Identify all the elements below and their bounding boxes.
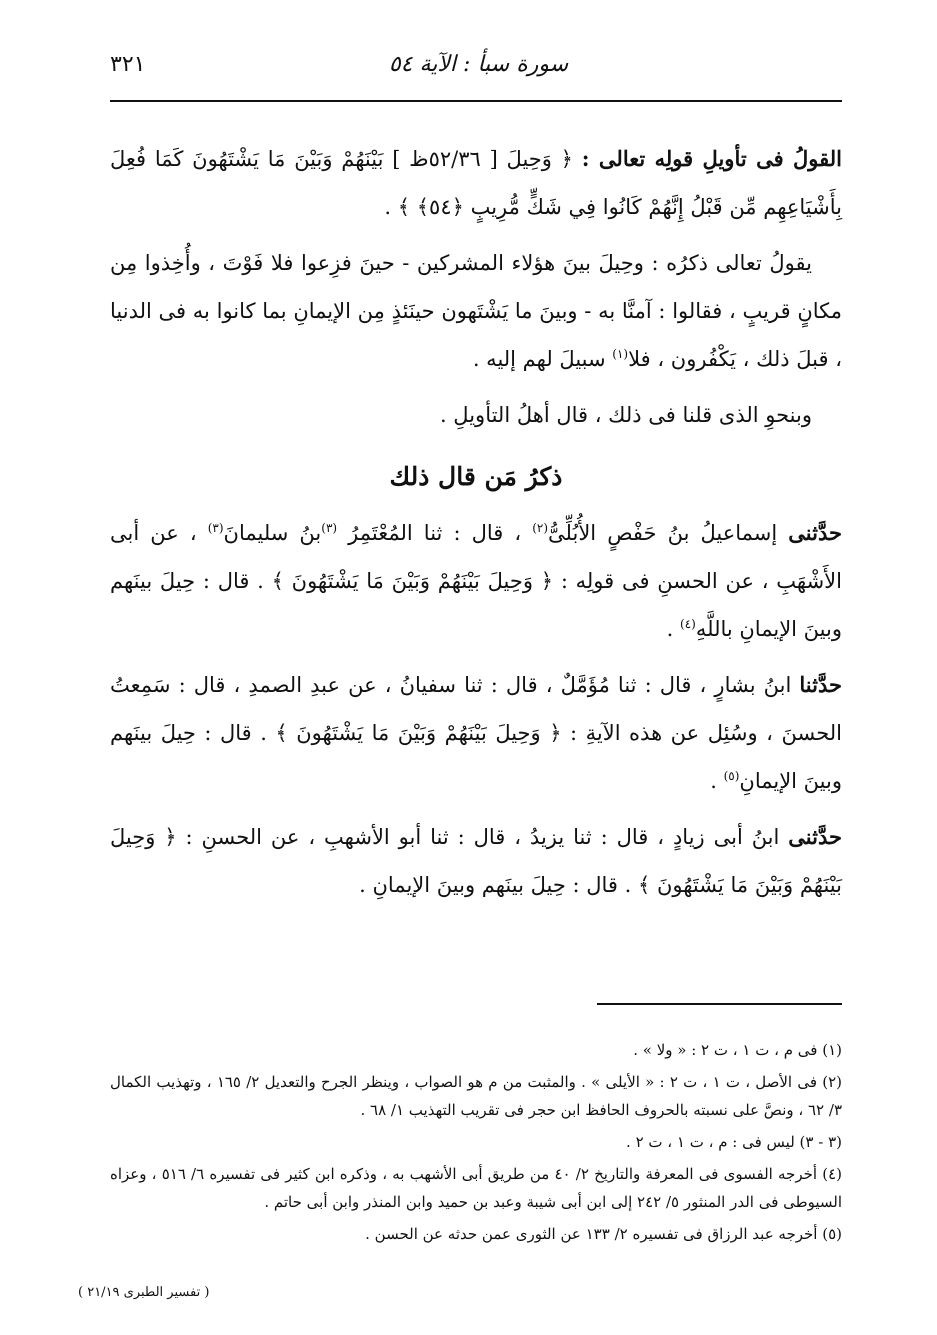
paragraph-text: يقولُ تعالى ذكرُه : وحِيلَ بينَ هؤلاء المشركين - حينَ فزِعوا فلا فَوْتَ ، وأُخِذوا مِن مكانٍ قريبٍ ، فقالوا : آمنَّا به - وبينَ ما يَشْتَهون حينَئذٍ مِن الإيمانِ بما كانوا به فى الدنيا ، قبلَ ذلك ، يَكْفُرون ، فلا bbox=[110, 251, 842, 371]
section-heading: ذكرُ مَن قال ذلك bbox=[389, 462, 563, 491]
commentary-heading-paragraph bbox=[110, 135, 842, 231]
commentary-paragraph bbox=[110, 391, 842, 439]
narration-text: إسماعيلُ بنُ حَفْصٍ الأُبُلِّىُّ bbox=[548, 521, 789, 545]
paragraph-tail: سبيلَ لهم إليه . bbox=[472, 347, 613, 371]
footnote: (٥) أخرجه عبد الرزاق فى تفسيره ٢/ ١٣٣ عن الثورى عمن حدثه عن الحسن . bbox=[365, 1225, 842, 1243]
narration-text: ابنُ بشارٍ ، قال : ثنا مُؤَمَّلٌ ، قال : ثنا سفيانُ ، عن عبدِ الصمدِ ، قال : سَمِعتُ الحسنَ ، وسُئِل عن هذه الآيةِ : ﴿ وَحِيلَ بَيْنَهُمْ وَبَيْنَ مَا يَشْتَهُونَ ﴾ . قال : حِيلَ بينَهم وبينَ الإيمانِ bbox=[110, 673, 842, 793]
narration-2 bbox=[110, 661, 842, 805]
header-rule bbox=[110, 100, 842, 102]
page-header bbox=[110, 52, 847, 92]
footnote: (٣ - ٣) ليس فى : م ، ت ١ ، ت ٢ . bbox=[626, 1133, 842, 1151]
paragraph-text: وبنحوِ الذى قلنا فى ذلك ، قال أهلُ التأويلِ . bbox=[439, 403, 812, 427]
volume-signature: ( تفسير الطبرى ٢١/١٩ ) bbox=[78, 1285, 210, 1300]
footnote-ref: (٣) bbox=[321, 521, 338, 535]
footnote-ref: (٥) bbox=[723, 769, 740, 783]
footnote-rule bbox=[597, 1003, 842, 1005]
footnote-ref: (٤) bbox=[680, 617, 696, 631]
narration-lead: حدَّثنى bbox=[788, 520, 842, 545]
quran-verse: ﴿ وَحِيلَ [ ٥٢/٣٦ظ ] بَيْنَهُمْ وَبَيْنَ مَا يَشْتَهُونَ كَمَا فُعِلَ بِأَشْيَاعِهِم مِّن قَبْلُ إِنَّهُمْ كَانُوا فِي شَكٍّ مُّرِيبٍ ﴿٥٤﴾ ﴾ . bbox=[110, 147, 842, 219]
footnote-ref: (١) bbox=[612, 347, 629, 361]
narration-text: . bbox=[710, 769, 724, 793]
narration-text: ، عن أبى الأَشْهَبِ ، عن الحسنِ فى قولِه : ﴿ وَحِيلَ بَيْنَهُمْ وَبَيْنَ مَا يَشْتَهُونَ ﴾ . قال : حِيلَ بينَهم وبينَ الإيمانِ باللَّهِ bbox=[110, 521, 842, 641]
narration-text: ابنُ أبى زيادٍ ، قال : ثنا يزيدُ ، قال : ثنا أبو الأشهبِ ، عن الحسنِ : ﴿ وَحِيلَ بَيْنَهُمْ وَبَيْنَ مَا يَشْتَهُونَ ﴾ . قال : حِيلَ بينَهم وبينَ الإيمانِ . bbox=[110, 825, 842, 897]
narration-text: ، قال : ثنا المُعْتَمِرُ bbox=[337, 521, 533, 545]
footnote-ref: (٣) bbox=[207, 521, 224, 535]
commentary-paragraph bbox=[110, 239, 842, 383]
main-text bbox=[110, 135, 842, 909]
narration-text: . bbox=[666, 617, 681, 641]
running-title: سورة سبأ : الآية ٥٤ bbox=[388, 52, 569, 77]
footnotes bbox=[110, 1036, 842, 1252]
footnote: (٤) أخرجه الفسوى فى المعرفة والتاريخ ٢/ ٤٠ من طريق أبى الأشهب به ، وذكره ابن كثير فى تفسيره ٦/ ٥١٦ ، وعزاه السيوطى فى الدر المنثور ٥/ ٢٤٢ إلى ابن أبى شيبة وعبد بن حميد وابن المنذر وابن أبى حاتم . bbox=[110, 1165, 843, 1211]
narration-text: بنُ سليمانَ bbox=[223, 521, 322, 545]
narration-3 bbox=[110, 813, 842, 909]
narration-lead: حدَّثنى bbox=[788, 824, 842, 849]
footnote-ref: (٢) bbox=[532, 521, 549, 535]
paragraph-lead: القولُ فى تأويلِ قولِه تعالى : bbox=[581, 146, 842, 171]
footnote: (٢) فى الأصل ، ت ١ ، ت ٢ : « الأيلى » . والمثبت من م هو الصواب ، وينظر الجرح والتعديل ٢/ ١٦٥ ، وتهذيب الكمال ٣/ ٦٢ ، ونصَّ على نسبته بالحروف الحافظ ابن حجر فى تقريب التهذيب ١/ ٦٨ . bbox=[110, 1073, 842, 1119]
narration-lead: حدَّثنا bbox=[799, 672, 842, 697]
footnote: (١) فى م ، ت ١ ، ت ٢ : « ولا » . bbox=[633, 1041, 842, 1059]
page-number: ٣٢١ bbox=[110, 52, 146, 77]
narration-1 bbox=[110, 509, 842, 653]
